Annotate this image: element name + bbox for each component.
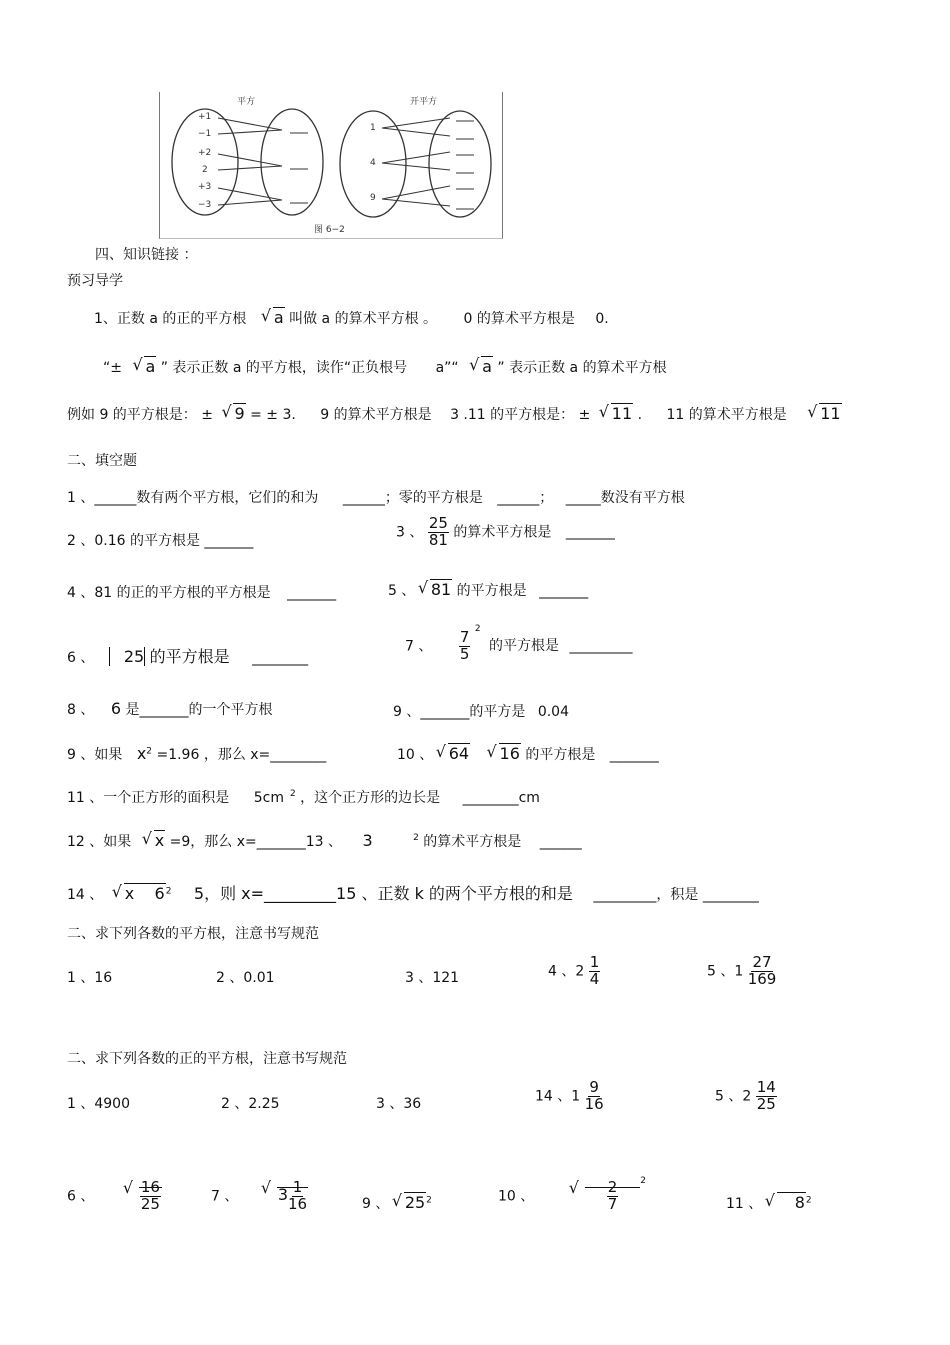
numerator: 25 [428, 514, 448, 532]
text: ” 表示正数 a 的平方根，读作“正负根号 [160, 360, 408, 376]
figure-left-item: +3 [198, 182, 212, 192]
text: _______ [539, 583, 589, 599]
text: 12 、如果 [67, 834, 132, 850]
text: 1、正数 a 的正的平方根 [94, 311, 247, 327]
radicand: x 6 [124, 884, 165, 903]
figure-right-item: 4 [370, 158, 376, 168]
text: 9 、_______的平方是 [393, 704, 526, 720]
sqrt-expression [223, 404, 245, 423]
text: 1 、______数有两个平方根，它们的和为 [67, 490, 319, 506]
exponent: 2 [165, 886, 172, 897]
figure-right-item: 9 [370, 193, 376, 203]
figure-label-square: 平方 [237, 97, 256, 107]
text: 11 的算术平方根是 [666, 407, 787, 423]
exponent: 2 [474, 623, 481, 634]
exponent: 2 [426, 1195, 432, 1206]
row-1-item: 2 、0.01 [216, 970, 275, 986]
numerator: 9 [589, 1078, 599, 1096]
text: =1.96 ，那么 x=________ [156, 747, 327, 763]
section-2-heading: 二、求下列各数的平方根，注意书写规范 [67, 926, 319, 942]
row-1-item [548, 955, 600, 988]
figure-caption: 图 6−2 [314, 225, 345, 235]
whole-part: 3 [277, 1185, 288, 1205]
sqrt-expression [114, 884, 166, 903]
figure-left-item: −1 [198, 129, 212, 139]
text: ______； [497, 490, 554, 506]
question-10 [397, 744, 659, 764]
text: _______ [565, 524, 615, 541]
section-3-heading: 二、求下列各数的正的平方根，注意书写规范 [67, 1051, 347, 1067]
fraction [288, 1180, 307, 1213]
text: 10 、 [498, 1188, 535, 1205]
text: 是_______的一个平方根 [125, 702, 273, 718]
value: 6 [110, 699, 121, 718]
sqrt-expression [394, 1193, 426, 1212]
row-3-item [362, 1193, 432, 1213]
exponent: 2 [413, 833, 419, 844]
radicand: 11 [611, 404, 633, 423]
section-fill-heading: 二、填空题 [67, 453, 137, 469]
row-1-item [707, 955, 776, 988]
numerator: 1 [292, 1178, 303, 1196]
text: 7 、 [211, 1188, 239, 1205]
mapping-diagram [160, 92, 502, 238]
exponent: 2 [640, 1175, 646, 1186]
question-6 [67, 644, 308, 667]
text: 5，则 x=_________15 、正数 k 的两个平方根的和是 [193, 884, 573, 903]
question-4 [67, 582, 336, 602]
text: 11 、 [726, 1196, 763, 1212]
text: 5 、2 [715, 1088, 752, 1105]
text: 9 、如果 [67, 747, 123, 763]
value: 3 [362, 831, 373, 850]
text: _____数没有平方根 [565, 490, 685, 506]
text: ，这个正方形的边长是 [300, 790, 441, 806]
text: 6 、 [67, 650, 95, 666]
denominator: 25 [140, 1194, 160, 1213]
text: _______ [287, 585, 337, 601]
text: 5 、 [388, 583, 416, 599]
radicand: 11 [820, 404, 841, 423]
text: ________cm [462, 790, 540, 806]
sqrt-expression [144, 831, 165, 850]
row-3-item [498, 1175, 646, 1213]
text: 4 、81 的正的平方根的平方根是 [67, 585, 271, 601]
numerator: √ 2 [607, 1178, 618, 1196]
numerator: √ 16 [140, 1178, 160, 1196]
question-9 [393, 701, 569, 721]
text: 的算术平方根是 [453, 524, 552, 541]
text: _________ [569, 638, 633, 655]
text: . [637, 407, 643, 423]
fraction [459, 630, 471, 663]
text: 的平方根是 [149, 647, 230, 666]
text: 0 的算术平方根是 [463, 311, 575, 327]
fraction [589, 955, 601, 988]
figure-left-item: 2 [202, 165, 208, 175]
section-link: 四、知识链接 ： [95, 247, 198, 263]
radicand [277, 1178, 308, 1213]
question-12 [67, 831, 582, 851]
text: 11 、一个正方形的面积是 [67, 790, 230, 806]
denominator: 25 [756, 1094, 776, 1113]
fraction [607, 1180, 619, 1213]
paragraph-1 [94, 308, 609, 328]
denominator: 5 [459, 644, 470, 663]
sqrt-expression [489, 744, 521, 763]
radicand: x [154, 831, 165, 850]
fraction [748, 955, 777, 988]
text: _________，积是 [593, 887, 699, 903]
radicand: 8 [777, 1192, 806, 1212]
text: 0.04 [537, 704, 569, 720]
text: 9 的算术平方根是 [320, 407, 432, 423]
fraction [428, 516, 449, 549]
radicand: 9 [234, 404, 245, 423]
row-1-item: 1 、16 [67, 970, 113, 986]
sqrt-expression [263, 1180, 308, 1213]
question-7 [405, 623, 633, 663]
paragraph-3 [67, 404, 842, 424]
figure-right-item: 1 [370, 123, 376, 133]
figure-label-sqrt: 开平方 [410, 97, 438, 107]
row-2-item [535, 1080, 604, 1113]
sqrt-expression [471, 357, 493, 376]
question-2: 2 、0.16 的平方根是 _______ [67, 533, 254, 549]
row-2-item [715, 1080, 777, 1113]
denominator: 81 [428, 530, 448, 549]
denominator: 4 [589, 969, 600, 988]
text: 5cm [253, 790, 284, 806]
figure-left-item: −3 [198, 200, 212, 210]
question-11 [67, 787, 540, 807]
text: 0. [595, 311, 609, 327]
variable: x [136, 744, 147, 763]
question-3 [396, 516, 615, 549]
denominator: 7 [607, 1194, 618, 1213]
numerator: 7 [459, 628, 470, 646]
radicand: a [145, 357, 156, 376]
text: 的平方根是 [489, 638, 559, 655]
sqrt-expression [601, 404, 633, 423]
radicand [585, 1178, 641, 1213]
text: a”“ [435, 360, 459, 376]
exponent: 2 [805, 1195, 812, 1206]
radicand: a [273, 308, 284, 327]
text: 3 、 [396, 524, 424, 541]
text: 8 、 [67, 702, 95, 718]
preview-heading: 预习导学 [67, 273, 123, 289]
numerator: 1 [589, 953, 600, 971]
radicand: 64 [448, 744, 470, 763]
numerator: 14 [756, 1078, 776, 1096]
text: ______ [539, 834, 582, 850]
row-1-item: 3 、121 [405, 970, 460, 986]
radicand: 16 [499, 744, 520, 763]
row-3-item [211, 1180, 308, 1213]
row-2-item: 2 、2.25 [221, 1096, 280, 1112]
text: 3 .11 的平方根是： ± [450, 407, 591, 423]
row-3-item [726, 1193, 812, 1213]
mapping-figure [159, 92, 503, 239]
text: 9 、 [362, 1196, 390, 1212]
absolute-value: 25 [109, 647, 145, 666]
text: 例如 9 的平方根是： ± [67, 407, 213, 423]
sqrt-expression [134, 357, 156, 376]
text: 5 、1 [707, 963, 744, 980]
row-2-item: 3 、36 [376, 1096, 422, 1112]
text: 14 、1 [535, 1088, 581, 1105]
figure-left-item: +2 [198, 148, 212, 158]
question-14 [67, 881, 759, 904]
sqrt-expression [420, 580, 452, 599]
sqrt-expression [263, 308, 285, 327]
fraction [585, 1080, 604, 1113]
question-1 [67, 487, 685, 507]
text: 的平方根是 [525, 747, 596, 763]
question-9b [67, 744, 326, 764]
row-3-item [67, 1180, 162, 1213]
text: 10 、 [397, 747, 434, 763]
text: = ± 3. [250, 407, 296, 423]
text: ______；零的平方根是 [342, 490, 483, 506]
radicand: 81 [430, 580, 452, 599]
text: 4 、2 [548, 963, 585, 980]
fraction [756, 1080, 777, 1113]
sqrt-expression [438, 744, 470, 763]
radicand: 25 [404, 1193, 426, 1212]
text: ________ [702, 887, 759, 903]
text: ________ [252, 650, 309, 666]
figure-left-item: +1 [198, 112, 212, 122]
text: =9，那么 x=_______13 、 [169, 834, 343, 850]
numerator: 27 [752, 953, 772, 971]
question-5 [388, 580, 588, 600]
sqrt-expression [767, 1193, 806, 1212]
denominator: 16 [584, 1094, 604, 1113]
denominator: 16 [288, 1194, 308, 1213]
exponent: 2 [146, 746, 153, 757]
text: 的算术平方根是 [423, 834, 522, 850]
text: ” 表示正数 a 的算术平方根 [497, 360, 667, 376]
text: 14 、 [67, 887, 104, 903]
fraction [140, 1180, 161, 1213]
question-8 [67, 699, 272, 719]
text: 6 、 [67, 1188, 95, 1205]
row-2-item: 1 、4900 [67, 1096, 130, 1112]
denominator: 169 [747, 969, 777, 988]
text: 的平方根是 [456, 583, 527, 599]
sqrt-expression [571, 1180, 641, 1213]
text: “± [103, 360, 122, 376]
radicand [139, 1178, 162, 1213]
text: 7 、 [405, 638, 433, 655]
text: _______ [609, 747, 659, 763]
sqrt-expression [125, 1180, 162, 1213]
exponent: 2 [289, 789, 296, 800]
sqrt-expression [809, 404, 841, 423]
paragraph-2 [103, 357, 667, 377]
text: 叫做 a 的算术平方根 。 [289, 311, 438, 327]
radicand: a [482, 357, 492, 376]
